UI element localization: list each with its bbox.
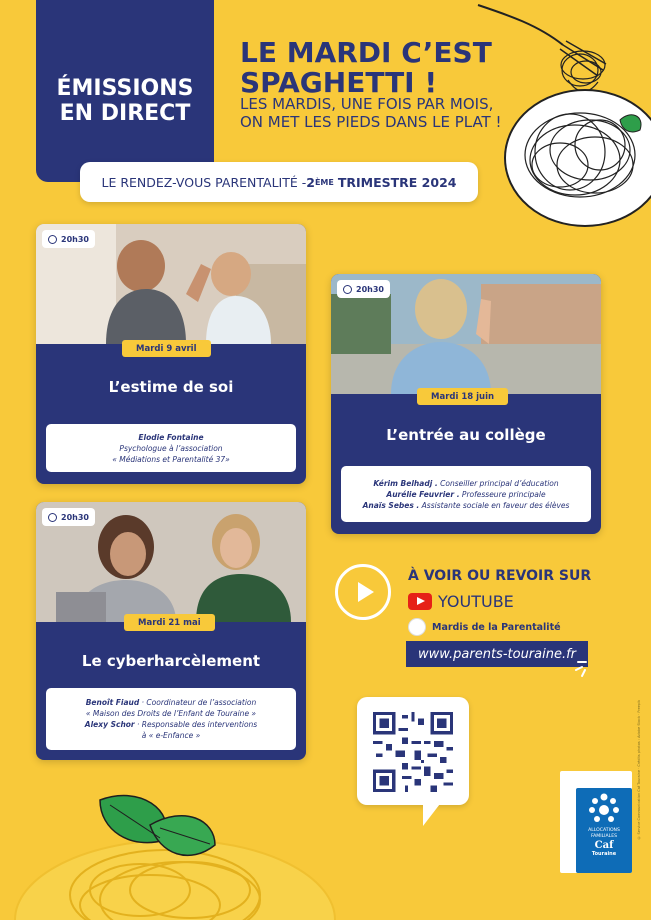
subtitle-line2: ON MET LES PIEDS DANS LE PLAT !	[240, 113, 502, 131]
website-link[interactable]: www.parents-touraine.fr	[406, 641, 588, 667]
caf-line1: ALLOCATIONS	[588, 828, 620, 833]
time-badge	[42, 508, 95, 526]
title-line1: LE MARDI C’EST	[240, 36, 492, 69]
trimester-banner	[80, 162, 478, 202]
caf-family-icon	[587, 792, 621, 826]
emissions-line1: ÉMISSIONS	[56, 76, 194, 101]
pasta-plate-illustration	[0, 770, 360, 920]
speaker-line: « Médiations et Parentalité 37»	[112, 454, 230, 464]
live-broadcasts-banner	[36, 0, 214, 182]
event-title: L’entrée au collège	[386, 426, 546, 444]
rdv-text: LE RENDEZ-VOUS PARENTALITÉ -	[101, 174, 307, 190]
rdv-bold: TRIMESTRE 2024	[337, 174, 457, 190]
clock-icon	[343, 285, 352, 294]
event-card-college[interactable]	[331, 274, 601, 534]
caf-logo	[576, 788, 632, 873]
qr-code[interactable]	[373, 712, 453, 792]
event-title: L’estime de soi	[108, 378, 234, 396]
caf-line2: FAMILIALES	[590, 833, 618, 839]
speaker-line: à « e-Enfance »	[141, 731, 201, 740]
event-card-cyberharcelement[interactable]	[36, 502, 306, 760]
date-badge: Mardi 21 mai	[124, 614, 215, 631]
speakers-box	[341, 466, 591, 522]
spaghetti-plate-illustration	[500, 80, 651, 230]
speakers-box	[46, 688, 296, 750]
speaker-line: Alexy Schor · Responsable des interventions	[84, 720, 258, 729]
caf-region: Touraine	[591, 851, 617, 857]
event-title: Le cyberharcèlement	[81, 652, 261, 670]
speakers-box	[46, 424, 296, 472]
play-icon[interactable]	[335, 564, 391, 620]
qr-bubble-tail	[423, 800, 443, 826]
clock-icon	[48, 513, 57, 522]
speaker-line: « Maison des Droits de l’Enfant de Touraine »	[85, 709, 257, 718]
page-title	[240, 38, 492, 98]
subtitle-line1: LES MARDIS, UNE FOIS PAR MOIS,	[240, 95, 494, 113]
title-line2: SPAGHETTI !	[240, 66, 438, 99]
event-card-estime[interactable]	[36, 224, 306, 484]
youtube-label: YOUTUBE	[438, 592, 514, 611]
speaker-line: Aurélie Feuvrier . Professeure principale	[386, 489, 546, 499]
youtube-row[interactable]	[408, 592, 514, 611]
speaker-line: Benoît Fiaud · Coordinateur de l’association	[85, 698, 257, 707]
emissions-line2: EN DIRECT	[59, 101, 191, 126]
caf-brand: Caf	[594, 840, 614, 851]
speaker-line: Elodie Fontaine	[138, 432, 204, 442]
date-badge: Mardi 18 juin	[417, 388, 508, 405]
rdv-number: 2	[306, 174, 315, 190]
time-badge	[42, 230, 95, 248]
time-label: 20h30	[356, 284, 384, 294]
watch-heading: À VOIR OU REVOIR SUR	[408, 568, 592, 584]
speaker-line: Kérim Belhadj . Conseiller principal d’éducation	[373, 478, 559, 488]
channel-row[interactable]	[408, 618, 561, 636]
channel-logo-icon	[408, 618, 426, 636]
time-label: 20h30	[61, 234, 89, 244]
date-badge: Mardi 9 avril	[122, 340, 211, 357]
speaker-line: Anaïs Sebes . Assistante sociale en faveur des élèves	[362, 500, 570, 510]
youtube-icon	[408, 593, 432, 610]
legal-credits: © Service Communication Caf Touraine · Crédits photos : Adobe Stock · Freepik	[637, 700, 641, 840]
rdv-sup: ÈME	[314, 177, 334, 187]
sparkle-icon	[570, 650, 600, 680]
channel-name: Mardis de la Parentalité	[432, 621, 561, 633]
clock-icon	[48, 235, 57, 244]
time-badge	[337, 280, 390, 298]
speaker-line: Psychologue à l’association	[119, 443, 223, 453]
page-subtitle	[240, 95, 502, 131]
time-label: 20h30	[61, 512, 89, 522]
